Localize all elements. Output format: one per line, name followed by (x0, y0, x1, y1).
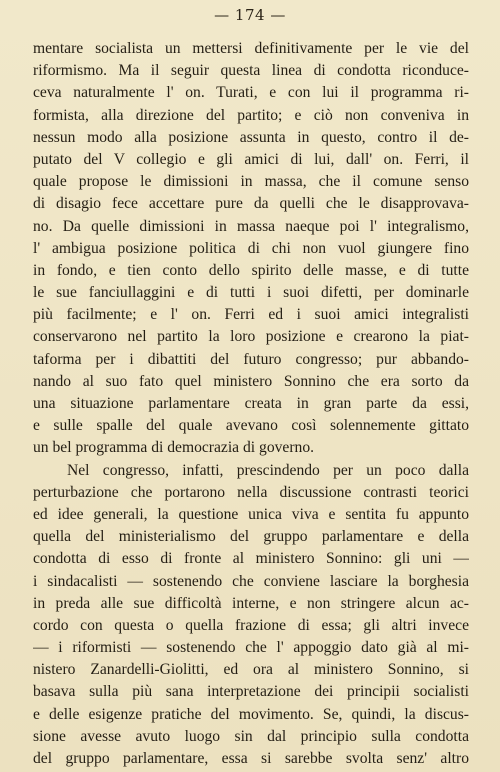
text-line: in fondo, e tien conto dello spirito delle masse, e di tutte (33, 261, 469, 279)
text-line: i sindacalisti — sostenendo che conviene lasciare la borghesia (33, 572, 469, 590)
text-line: quale propose le dimissioni in massa, che il comune senso (33, 173, 469, 191)
text-line: mentare socialista un mettersi definitivamente per le vie del (33, 40, 469, 57)
text-line: le sue fanciullaggini e di tutti i suoi difetti, per dominarle (33, 284, 469, 302)
text-line: ceva naturalmente l' on. Turati, e con lui il programma ri- (33, 84, 469, 102)
text-line: riformismo. Ma il seguir questa linea di condotta riconduce- (33, 62, 469, 80)
paragraph-start-line: Nel congresso, infatti, prescindendo per un poco dalla (67, 461, 469, 479)
text-line: l' ambigua posizione politica di chi non vuol giungere fino (33, 239, 469, 257)
text-line: più facilmente; e l' on. Ferri ed i suoi amici integralisti (33, 306, 469, 324)
text-line: quella del ministerialismo del gruppo parlamentare e della (33, 528, 469, 546)
text-line: formista, alla direzione del partito; e ciò non conveniva in (33, 106, 469, 124)
text-line: nessun modo alla posizione assunta in questo, contro il de- (33, 128, 469, 146)
text-line: una situazione parlamentare creata in gran parte da essi, (33, 395, 469, 412)
text-line: — i riformisti — sostenendo che l' appoggio dato già al mi- (33, 639, 469, 657)
page-body-text (33, 38, 469, 770)
text-line: in preda alle sue difficoltà interne, e non stringere alcun ac- (33, 594, 469, 612)
text-line: nando al suo fato quel ministero Sonnino che era sorto da (33, 372, 469, 390)
text-line: nistero Zanardelli-Giolitti, ed ora al ministero Sonnino, si (33, 661, 469, 679)
text-line: sione avesse avuto luogo sin dal principio sulla condotta (33, 727, 469, 745)
text-line: e sulle spalle del quale avevano così solennemente gittato (33, 417, 469, 435)
text-line: e delle esigenze pratiche del movimento. Se, quindi, la discus- (33, 705, 469, 723)
text-line: no. Da quelle dimissioni in massa naeque poi l' integralismo, (33, 217, 469, 235)
text-line: perturbazione che portarono nella discussione contrasti teorici (33, 483, 469, 501)
text-line: di disagio fece accettare pure da quelli che le disapprovava- (33, 195, 469, 213)
text-line: conservarono nel partito la loro posizione e crearono la piat- (33, 328, 469, 346)
text-line: condotta di esso di fronte al ministero Sonnino: gli uni — (33, 550, 469, 568)
paragraph-end-line: un bel programma di democrazia di governo. (33, 439, 315, 457)
text-line: taforma per i dibattiti del futuro congresso; pur abbando- (33, 350, 469, 368)
text-line: del gruppo parlamentare, essa si sarebbe svolta senz' altro (33, 750, 469, 767)
text-line: cordo con questa o quella frazione di essa; gli altri invece (33, 616, 469, 634)
page-number: — 174 — (214, 6, 286, 24)
text-line: basava sulla più sana interpretazione dei principii socialisti (33, 683, 469, 701)
text-line: putato del V collegio e gli amici di lui, dall' on. Ferri, il (33, 150, 469, 168)
text-line: ed idee generali, la questione unica viva e sentita fu appunto (33, 505, 469, 523)
